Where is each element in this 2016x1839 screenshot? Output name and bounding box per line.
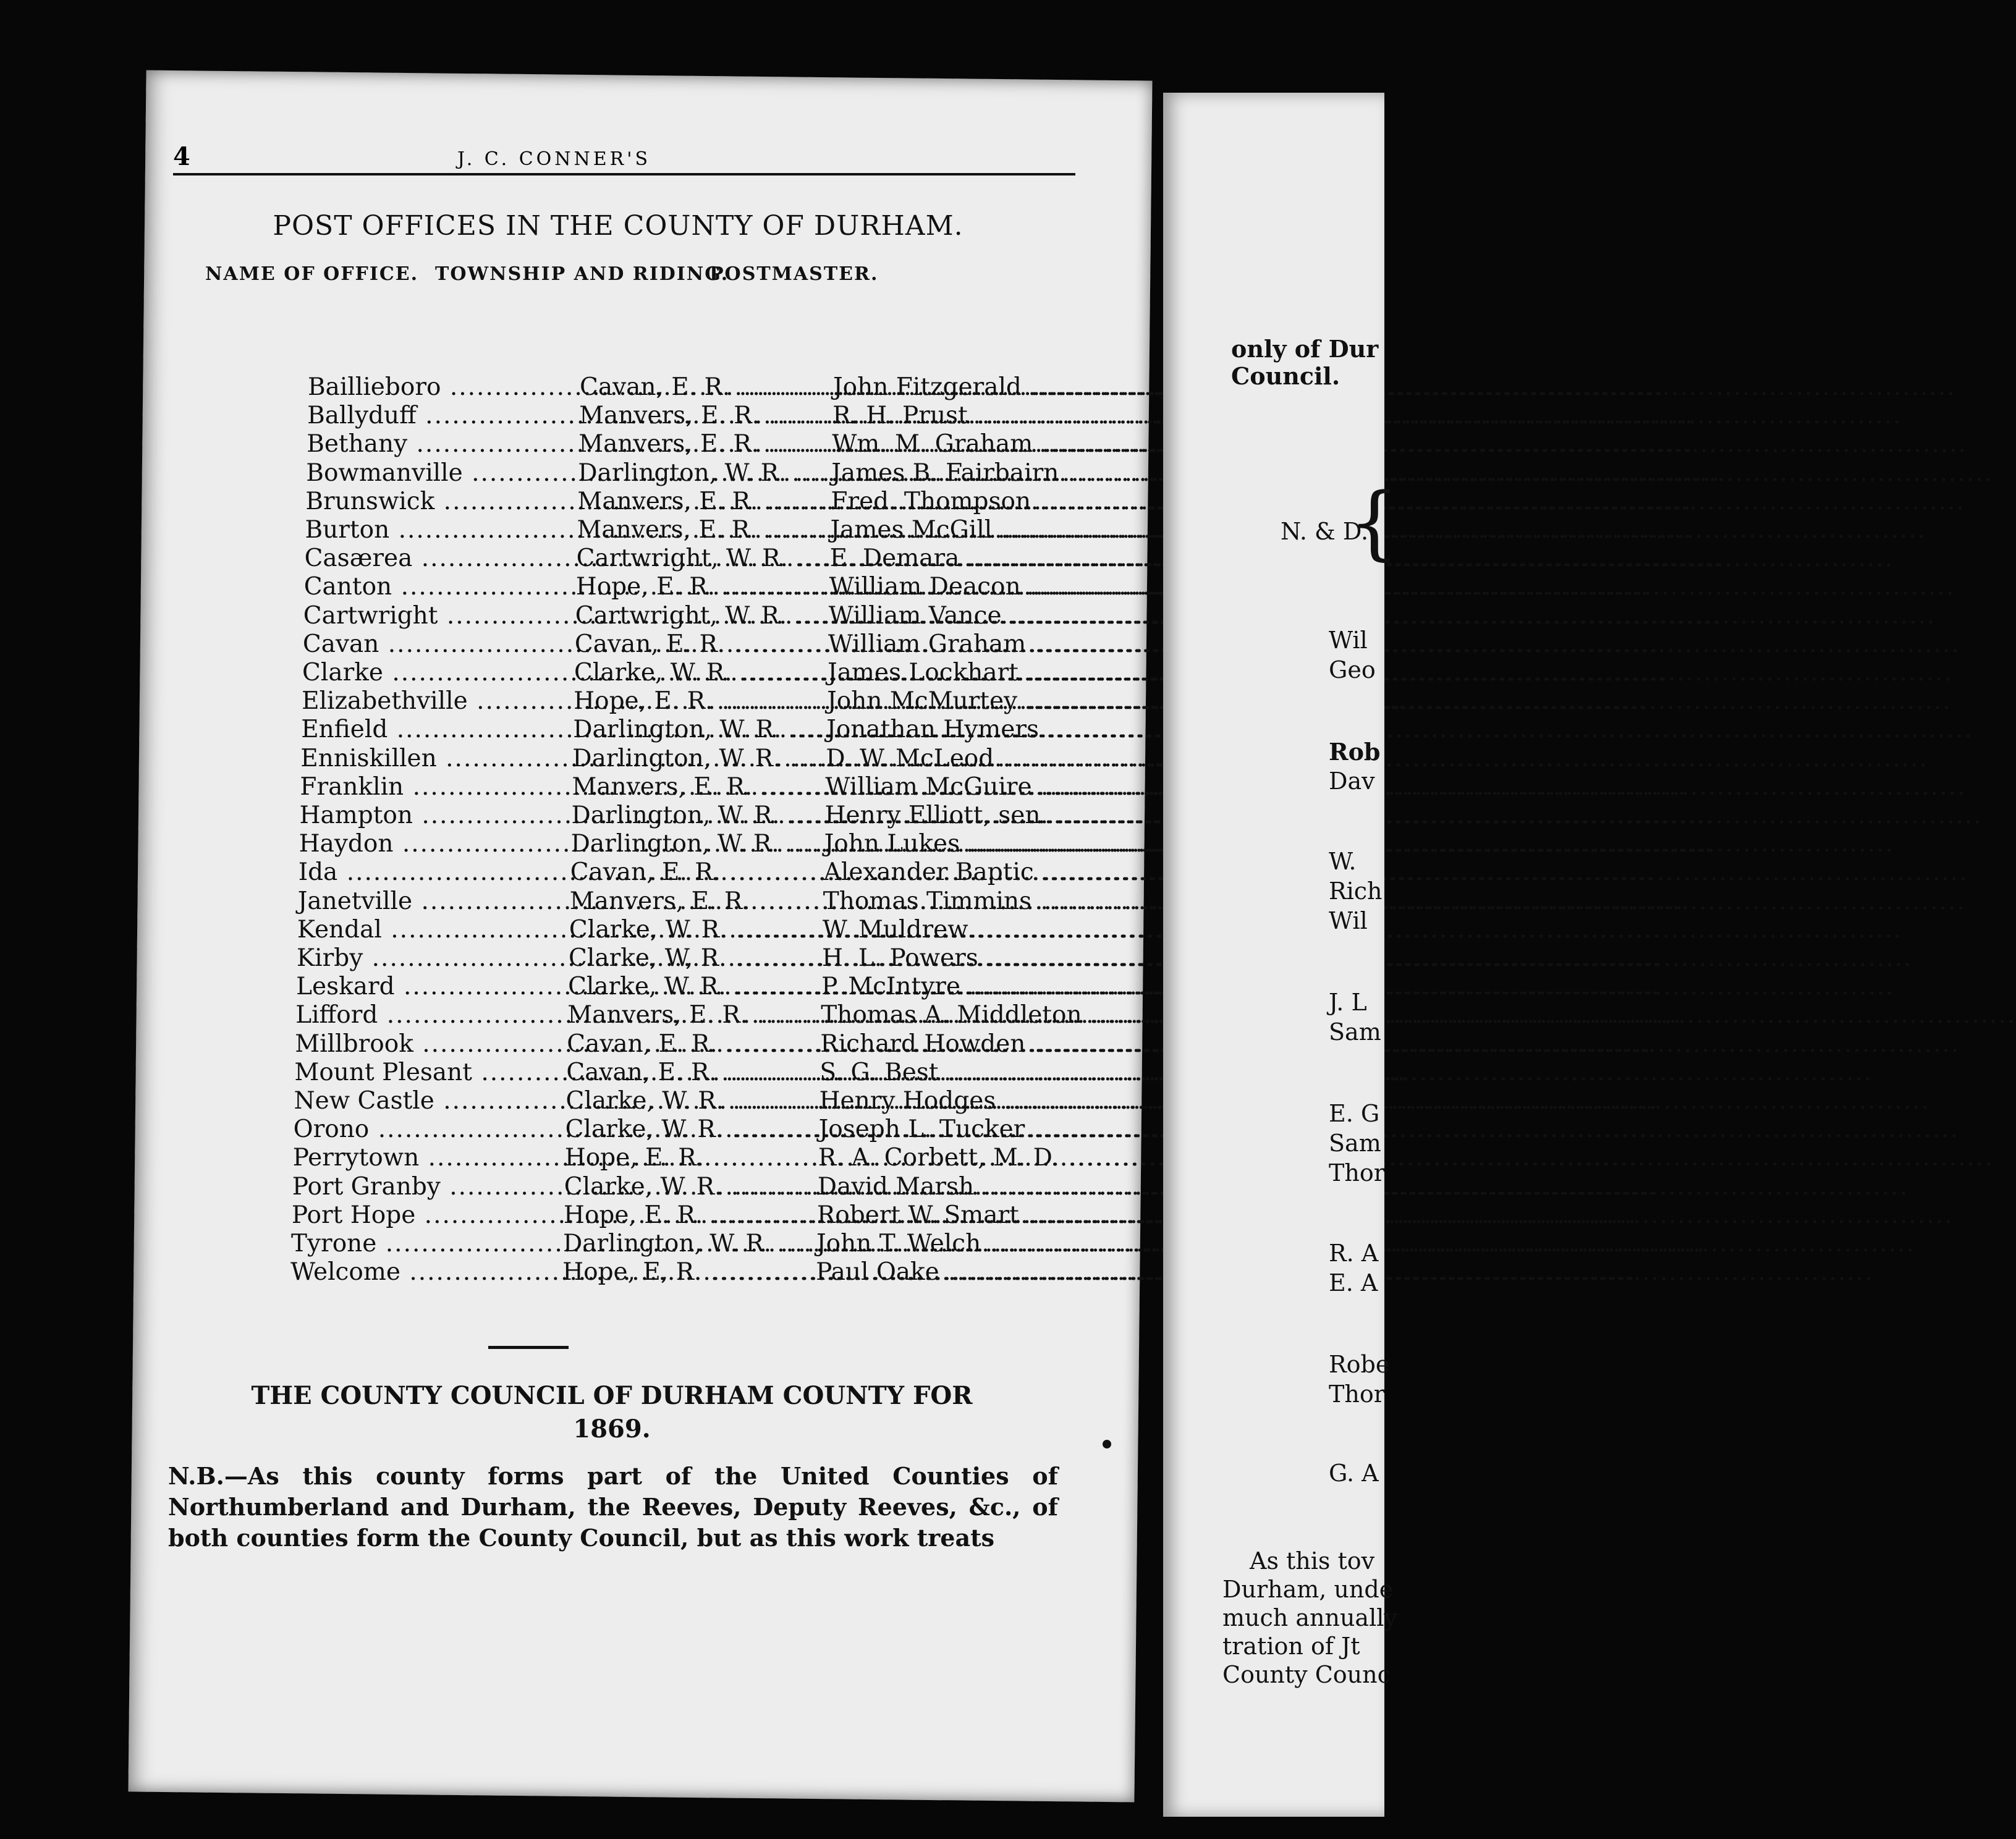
township-cell: Manvers, E. R. ..... bbox=[577, 516, 831, 544]
township-cell: Darlington, W. R. ..... bbox=[572, 745, 826, 772]
township-cell: Clarke, W. R. ..... bbox=[564, 1173, 818, 1201]
table-row bbox=[302, 687, 1204, 717]
postmaster-cell: James B. Fairbairn ..... bbox=[831, 459, 1085, 487]
brace-glyph: { bbox=[1349, 475, 1400, 569]
table-row bbox=[307, 430, 1209, 460]
township-cell: Cavan, E. R. ..... bbox=[575, 630, 828, 658]
right-page-name: Thor bbox=[1329, 1380, 1385, 1408]
postmaster-cell: W. Muldrew ..... bbox=[823, 916, 1076, 944]
postmaster-cell: R. A. Corbett, M. D. ..... bbox=[818, 1144, 1072, 1172]
postmaster-cell: Henry Hodges ..... bbox=[820, 1087, 1073, 1115]
postmaster-cell: Thomas A. Middleton ..... bbox=[821, 1001, 1074, 1029]
table-row bbox=[305, 516, 1208, 546]
postmaster-cell: Jonathan Hymers ..... bbox=[826, 716, 1080, 743]
right-page-name: W. bbox=[1329, 848, 1357, 875]
table-row bbox=[294, 1115, 1196, 1145]
table-row bbox=[308, 373, 1210, 403]
table-row bbox=[301, 716, 1203, 745]
postmaster-cell: Robert W. Smart ..... bbox=[817, 1201, 1070, 1229]
postmaster-cell: Richard Howden ..... bbox=[820, 1030, 1074, 1058]
table-row bbox=[296, 973, 1198, 1002]
office-cell: Ida ..... bbox=[299, 858, 570, 886]
table-row bbox=[293, 1144, 1195, 1173]
right-page-name: Wil bbox=[1329, 627, 1368, 654]
running-head bbox=[173, 142, 1075, 179]
column-header-postmaster: POSTMASTER. bbox=[709, 263, 879, 285]
postmaster-cell: William Graham ..... bbox=[828, 630, 1082, 658]
township-cell: Cartwright, W. R. ..... bbox=[577, 544, 830, 572]
right-page-name: Thor bbox=[1329, 1159, 1385, 1186]
ink-dot bbox=[1103, 1440, 1111, 1448]
table-row bbox=[292, 1173, 1195, 1203]
office-cell: New Castle ..... bbox=[294, 1087, 566, 1115]
township-cell: Manvers, E. R. ..... bbox=[579, 402, 832, 429]
office-cell: Canton ..... bbox=[304, 573, 576, 601]
office-cell: Tyrone ..... bbox=[291, 1230, 563, 1258]
township-cell: Hope, E. R. ..... bbox=[574, 687, 827, 715]
office-cell: Ballyduff ..... bbox=[307, 402, 579, 429]
office-cell: Millbrook ..... bbox=[295, 1030, 567, 1058]
table-row bbox=[298, 887, 1200, 917]
office-cell: Enniskillen ..... bbox=[300, 745, 572, 772]
postmaster-cell: James McGill ..... bbox=[831, 516, 1084, 544]
township-cell: Hope, E, R. ..... bbox=[562, 1258, 816, 1286]
right-page-name: G. A bbox=[1329, 1460, 1379, 1487]
township-cell: Cavan, E. R. ..... bbox=[570, 858, 824, 886]
township-cell: Cartwright, W. R. ..... bbox=[575, 602, 829, 630]
table-row bbox=[305, 544, 1207, 574]
office-cell: Janetville ..... bbox=[298, 887, 570, 915]
office-cell: Enfield ..... bbox=[301, 716, 573, 743]
postmaster-cell: Fred. Thompson ..... bbox=[831, 488, 1084, 515]
office-cell: Mount Plesant ..... bbox=[294, 1059, 566, 1086]
postmaster-cell: E. Demara ..... bbox=[830, 544, 1083, 572]
table-row bbox=[290, 1258, 1193, 1288]
postmaster-cell: John Lukes ..... bbox=[824, 830, 1078, 858]
postmaster-cell: Henry Elliott, sen. ..... bbox=[825, 801, 1078, 829]
office-cell: Haydon ..... bbox=[299, 830, 571, 858]
table-row bbox=[304, 573, 1206, 602]
township-cell: Darlington, W. R. ..... bbox=[563, 1230, 816, 1258]
right-page-line: only of Dur bbox=[1231, 335, 1379, 363]
table-row bbox=[294, 1059, 1196, 1088]
right-page-line: tration of Jt bbox=[1222, 1633, 1360, 1660]
running-head-title: J. C. CONNER'S bbox=[457, 148, 651, 170]
table-row bbox=[295, 1001, 1198, 1031]
right-page-name: E. A bbox=[1329, 1269, 1378, 1296]
council-title-line1: THE COUNTY COUNCIL OF DURHAM COUNTY FOR bbox=[251, 1381, 973, 1410]
township-cell: Hope, E. R. ..... bbox=[565, 1144, 818, 1172]
township-cell: Clarke, W. R. ..... bbox=[566, 1087, 820, 1115]
office-cell: Bethany ..... bbox=[307, 430, 578, 458]
section-title: POST OFFICES IN THE COUNTY OF DURHAM. bbox=[273, 210, 964, 242]
office-cell: Elizabethville ..... bbox=[302, 687, 574, 715]
office-cell: Leskard ..... bbox=[296, 973, 568, 1000]
office-cell: Clarke ..... bbox=[302, 659, 574, 687]
postmaster-cell: Alexander Baptic ..... bbox=[824, 858, 1077, 886]
table-row bbox=[292, 1201, 1194, 1231]
right-page-name: Dav bbox=[1329, 767, 1375, 795]
office-cell: Cavan ..... bbox=[303, 630, 575, 658]
township-cell: Darlington, W. R. ..... bbox=[573, 716, 826, 743]
table-row bbox=[302, 659, 1205, 688]
right-page-name: Rob bbox=[1329, 738, 1381, 766]
section-divider bbox=[488, 1346, 569, 1349]
right-page-line: County Counc bbox=[1222, 1661, 1391, 1688]
township-cell: Manvers, E. R. ..... bbox=[572, 773, 825, 801]
office-cell: Lifford ..... bbox=[295, 1001, 567, 1029]
postmaster-cell: R. H. Prust ..... bbox=[832, 402, 1086, 429]
council-title bbox=[167, 1379, 1057, 1446]
township-cell: Manvers, E. R. ..... bbox=[567, 1001, 821, 1029]
township-cell: Manvers, E. R. ..... bbox=[570, 887, 823, 915]
postmaster-cell: P. McIntyre ..... bbox=[821, 973, 1075, 1000]
table-row bbox=[291, 1230, 1193, 1259]
right-page-line: Council. bbox=[1231, 362, 1340, 390]
postmaster-cell: William Vance ..... bbox=[829, 602, 1082, 630]
office-cell: Orono ..... bbox=[294, 1115, 565, 1143]
table-row bbox=[307, 402, 1209, 431]
table-row bbox=[300, 801, 1202, 831]
column-header-township: TOWNSHIP AND RIDING. bbox=[435, 263, 729, 285]
council-title-line2: 1869. bbox=[573, 1414, 651, 1444]
office-cell: Port Hope ..... bbox=[292, 1201, 564, 1229]
township-cell: Manvers, E. R. ..... bbox=[577, 488, 831, 515]
postmaster-cell: Paul Oake ..... bbox=[816, 1258, 1069, 1286]
right-page-name: Geo bbox=[1329, 656, 1376, 683]
office-cell: Hampton ..... bbox=[300, 801, 572, 829]
right-page-name: Rich bbox=[1329, 877, 1383, 905]
table-row bbox=[294, 1087, 1196, 1117]
township-cell: Cavan, E. R. ..... bbox=[580, 373, 833, 401]
postmaster-cell: John Fitzgerald ..... bbox=[833, 373, 1086, 401]
office-cell: Bowmanville ..... bbox=[306, 459, 578, 487]
right-page-name: J. L bbox=[1329, 989, 1367, 1016]
table-row bbox=[299, 830, 1201, 860]
township-cell: Darlington, W. R. ..... bbox=[571, 830, 824, 858]
postmaster-cell: John McMurtey ..... bbox=[827, 687, 1080, 715]
township-cell: Clarke, W. R. ..... bbox=[568, 973, 821, 1000]
table-row bbox=[300, 745, 1203, 774]
township-cell: Cavan, E. R. ..... bbox=[566, 1059, 820, 1086]
right-page-name: Sam bbox=[1329, 1130, 1381, 1157]
table-row bbox=[297, 916, 1200, 945]
office-cell: Perrytown ..... bbox=[293, 1144, 565, 1172]
township-cell: Hope, E. R. ..... bbox=[564, 1201, 817, 1229]
table-row bbox=[303, 630, 1205, 660]
right-page-name: Sam bbox=[1329, 1018, 1381, 1046]
postmaster-cell: D. W. McLeod ..... bbox=[826, 745, 1079, 772]
township-cell: Cavan, E. R. ..... bbox=[567, 1030, 820, 1058]
table-row bbox=[300, 773, 1202, 803]
office-cell: Kirby ..... bbox=[297, 944, 569, 972]
table-row bbox=[295, 1030, 1197, 1060]
table-row bbox=[297, 944, 1199, 974]
township-cell: Clarke, W. R. ..... bbox=[574, 659, 828, 687]
right-page-name: R. A bbox=[1329, 1240, 1379, 1267]
township-cell: Clarke, W. R. ..... bbox=[565, 1115, 819, 1143]
township-cell: Clarke, W. R. ..... bbox=[569, 916, 823, 944]
postmaster-cell: Joseph L. Tucker ..... bbox=[819, 1115, 1072, 1143]
table-row bbox=[299, 858, 1201, 888]
township-cell: Clarke, W, R. ..... bbox=[569, 944, 822, 972]
page-number: 4 bbox=[173, 142, 190, 171]
office-cell: Burton ..... bbox=[305, 516, 577, 544]
office-cell: Port Granby ..... bbox=[292, 1173, 564, 1201]
right-page-line: much annually bbox=[1222, 1604, 1397, 1631]
right-page-name: Wil bbox=[1329, 907, 1368, 934]
office-cell: Franklin ..... bbox=[300, 773, 572, 801]
column-header-office: NAME OF OFFICE. bbox=[205, 263, 419, 285]
postmaster-cell: James Lockhart ..... bbox=[828, 659, 1081, 687]
office-cell: Welcome ..... bbox=[290, 1258, 562, 1286]
township-cell: Manvers, E. R. ..... bbox=[578, 430, 832, 458]
postmaster-cell: John T. Welch ..... bbox=[816, 1230, 1070, 1258]
township-cell: Darlington, W. R. ..... bbox=[572, 801, 825, 829]
office-cell: Brunswick ..... bbox=[305, 488, 577, 515]
table-row bbox=[306, 459, 1208, 489]
office-cell: Kendal ..... bbox=[297, 916, 569, 944]
table-row bbox=[305, 488, 1208, 517]
postmaster-cell: H. L. Powers ..... bbox=[822, 944, 1075, 972]
header-rule bbox=[173, 173, 1075, 175]
council-note: N.B.—As this county forms part of the United Counties of Northumberland and Durham, the Reeves, Deputy Reeves, &c., of both counties form the County Council, but as this work treats bbox=[168, 1462, 1058, 1552]
office-cell: Baillieboro ..... bbox=[308, 373, 580, 401]
office-cell: Cartwright ..... bbox=[303, 602, 575, 630]
office-cell: Casærea ..... bbox=[305, 544, 577, 572]
table-row bbox=[303, 602, 1206, 632]
right-page-name: Robe bbox=[1329, 1351, 1390, 1378]
right-page-line: As this tov bbox=[1250, 1547, 1375, 1575]
postmaster-cell: William Deacon ..... bbox=[829, 573, 1083, 601]
right-page-name: E. G bbox=[1329, 1100, 1380, 1127]
postmaster-cell: William McGuire ..... bbox=[825, 773, 1078, 801]
right-page-line: Durham, unde bbox=[1222, 1576, 1394, 1603]
township-cell: Hope, E. R. ..... bbox=[576, 573, 829, 601]
postmaster-cell: David Marsh ..... bbox=[818, 1173, 1071, 1201]
postmaster-cell: Thomas Timmins ..... bbox=[823, 887, 1077, 915]
postmaster-cell: S. G. Best ..... bbox=[820, 1059, 1073, 1086]
right-page-nd: N. & D. bbox=[1281, 518, 1369, 545]
adjacent-page bbox=[1163, 93, 1400, 1817]
township-cell: Darlington, W. R. ..... bbox=[578, 459, 831, 487]
postmaster-cell: Wm. M. Graham ..... bbox=[832, 430, 1085, 458]
